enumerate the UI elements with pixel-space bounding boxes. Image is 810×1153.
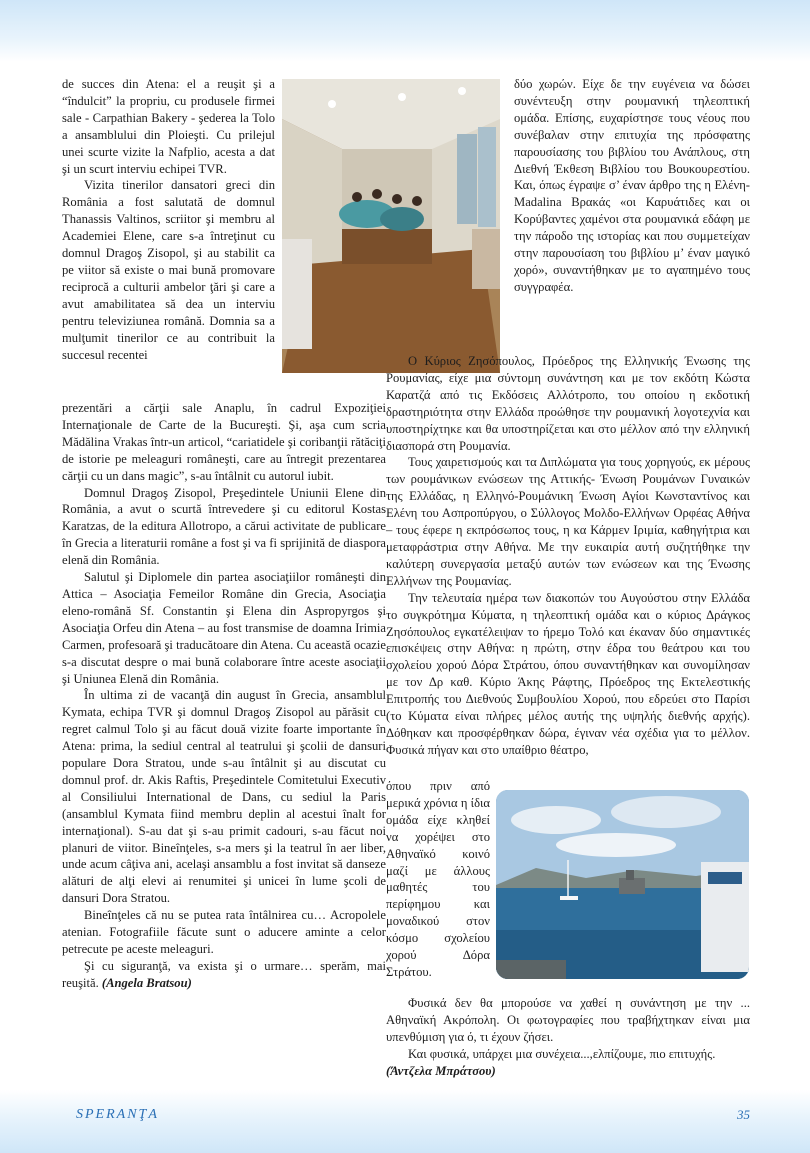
romanian-paragraph-5: În ultima zi de vacanţă din august în Grecia, ansamblul Kymata, echipa TVR şi domnul Dragoş Zisopol au părăsit cu regret calmul Tolo şi au făcut două vizite foarte importante în Atena: prima, la sediul central al teatrului şi şcolii de dansuri populare Dora Stratou, unde s-au întâlnit şi au discutat cu domnul prof. dr. Akis Raftis, Preşedintele Comitetului Executiv al Consiliului International de Dans, cu sediul la Paris (ansamblul Kymata fiind membru deplin al acestui înalt for internaţional). S-au dat şi s-au primit cadouri, s-au făcut noi planuri de viitor. Bineînţeles, s-a mers şi la teatrul în aer liber, unde acum câţiva ani, acelaşi ansamblu a fost invitat să danseze alături de alţi elevi ai renumitei şi unicei în lume şcoli de dansuri Dora Stratou. — [62, 688, 386, 906]
greek-column-narrow — [386, 778, 490, 981]
romanian-signature: (Angela Bratsou) — [101, 975, 192, 990]
romanian-paragraph-4: Salutul şi Diplomele din partea asociaţiilor româneşti din Attica – Asociaţia Femeilor Române din Grecia, Asociaţia eleno-română Sf. Constantin şi Elena din Aspropyrgos şi Asociaţia Orfeu din Atena – au fost transmise de doamna Irimia Carmen, profesoară şi traducătoare din Atena. Cu această ocazie s-a discutat despre o mai bună colaborare între aceste asociaţii şi Uniunea Elenă din România. — [62, 570, 386, 686]
romanian-paragraph-2: Vizita tinerilor dansatori greci din România a fost salutată de domnul Thanassis Valtinos, scriitor şi membru al Academiei Elene, care s-a întreţinut cu domnul Dragoş Zisopol, şi au stabilit ca pe viitor să existe o mai bună promovare reciprocă a culturii ambelor ţări şi care a avut amabilitatea să dea un interviu pentru televiziunea română. Domnia sa a mulţumit tinerilor ce au contribuit la succesul recentei — [62, 178, 275, 362]
dance-hall-photo — [282, 79, 500, 373]
magazine-title: SPERANŢA — [76, 1107, 159, 1122]
sea-fortress-image — [496, 790, 749, 979]
header-band — [0, 0, 810, 62]
greek-paragraph-3: Τους χαιρετισμούς και τα Διπλώματα για τους χορηγούς, εκ μέρους των ρουμάνικων ενώσεων της Αττικής- Ένωση Ρουμάνων Γυναικών της Ελλάδας, η Ελληνό-Ρουμάνικη Ένωση Αγίοι Κωνσταντίνος και Ελένη του Ασπροπύργου, ο Σύλλογος Μολδο-Ελλήνων Ορφέας Αθήνα – τους έφερε η εκπρόσωπος τους, η κα Κάρμεν Ιριμία, καθηγήτρια και μεταφράστρια στην Αθήνα. Με την ευκαιρία αυτή συζητήθηκε την καλύτερη συνεργασία μεταξύ αυτών των ενώσεων και της Ένωσης Ελλήνων της Ρουμανίας. — [386, 455, 750, 588]
greek-paragraph-6: Και φυσικά, υπάρχει μια συνέχεια...,ελπίζουμε, πιο επιτυχής. — [408, 1046, 716, 1061]
greek-paragraph-1: δύο χωρών. Είχε δε την ευγένεια να δώσει συνέντευξη στην ρουμανική τηλεοπτική ομάδα. Επίσης, ευχαρίστησε τους νέους που συνέβαλαν στην επιτυχία της πρόσφατης παρουσίασης του βιβλίου του Ανάπλους, στη Διεθνή Έκθεση Βιβλίου του Βουκουρεστίου. Και, όπως έγραψε σ’ έναν άρθρο της η Ελένη-Madalina Βρακάς «οι Καρυάτιδες και οι Κορύβαντες χαμένοι στα ρουμανικά εδάφη με την πάροδο της ιστορίας και που συμμετείχαν στην παρουσίαση του βιβλίου μ’ έναν μαγικό χορό», συναντήθηκαν με το αγαπημένο τους συγγραφέα. — [514, 77, 750, 294]
dance-hall-image — [282, 79, 500, 373]
sea-fortress-photo — [496, 790, 749, 979]
romanian-column-bottom — [62, 400, 386, 992]
romanian-paragraph-7: Şi cu siguranţă, va exista şi o urmare… sperăm, mai reuşită. — [62, 958, 386, 990]
romanian-paragraph-6: Bineînţeles că nu se putea rata întâlnirea cu… Acropolele atenian. Fotografiile făcute sunt o aducere aminte a celor petrecute pe aceste meleaguri. — [62, 908, 386, 956]
greek-paragraph-4b: όπου πριν από μερικά χρόνια η ίδια ομάδα είχε κληθεί να χορέψει στο Αθηναϊκό κοινό μαζί με άλλους μαθητές του περίφημου και μοναδικού στον κόσμο σχολείου χορού Δόρα Στράτου. — [386, 779, 490, 979]
romanian-paragraph-1: de succes din Atena: el a reuşit şi a “îndulcit” la propriu, cu produsele firmei sale - Carpathian Bakery - şederea la Tolo a ansamblului din Ploieşti. Cu prilejul unei scurte vizite la Nafplio, acesta a dat şi un scurt interviu echipei TVR. — [62, 77, 275, 176]
page-number: 35 — [737, 1107, 750, 1122]
greek-paragraph-4: Την τελευταία ημέρα των διακοπών του Αυγούστου στην Ελλάδα το συγκρότημα Κύματα, η τηλεοπτική ομάδα και ο κύριος Δράγκος Ζησόπουλος εγκατέλειψαν το ήρεμο Τολό και έκαναν δύο σημαντικές επισκέψεις στην Αθήνα: η πρώτη, στην έδρα του θεάτρου και του σχολείου χορού Δόρα Στράτου, όπου συναντήθηκαν και συνομίλησαν με τον Δρ καθ. Κύριο Άκης Ράφτης, Πρόεδρος της Εκτελεστικής Επιτροπής του Διεθνούς Συμβουλίου Χορού, που εδρεύει στο Παρίσι (το Κύματα είναι πλήρες μέλος αυτής της υψηλής διεθνής αρχής). Δόθηκαν και προσφέρθηκαν δώρα, έγιναν νέα σχέδια για το μέλλον. Φυσικά πήγαν και στο υπαίθριο θέατρο, — [386, 590, 750, 757]
romanian-paragraph-2b: prezentări a cărţii sale Anaplu, în cadrul Expoziţiei Internaţionale de Carte de la Bucureşti. Şi, aşa cum scria Mădălina Vrakas într-un articol, “cariatidele şi coribanţii rătăciţi de istorie pe meleaguri româneşti, care au întregit prezentarea cărţii cu un dans magic”, s-au întâlnit cu autorul iubit. — [62, 401, 386, 483]
greek-signature: (Άντζελα Μπράτσου) — [386, 1063, 496, 1078]
romanian-column-top — [62, 76, 275, 363]
greek-paragraph-2: Ο Κύριος Ζησόπουλος, Πρόεδρος της Ελληνικής Ένωσης της Ρουμανίας, είχε μια σύντομη συνάντηση και με τον εκδότη Κώστα Καρατζά από τις Εκδόσεις Αλλότροπο, του οποίου η εκδοτική δραστηριότητα στην Ελλάδα προώθησε την ρουμανική λογοτεχνία και υποστηρίχτηκε και θα υποστηρίζεται και στο μέλλον από την ελληνική διασπορά στη Ρουμανία. — [386, 354, 750, 453]
romanian-paragraph-3: Domnul Dragoş Zisopol, Preşedintele Uniunii Elene din România, a avut o scurtă întrevedere şi cu editorul Kostas Karatzas, de la editura Allotropo, a cărui activitate de publicare în Grecia a literaturii române a fost şi va fi sprijinită de diaspora elenă din România. — [62, 485, 386, 568]
greek-column-main — [386, 353, 750, 759]
greek-column-top — [514, 76, 750, 296]
greek-column-bottom — [386, 995, 750, 1080]
greek-paragraph-5: Φυσικά δεν θα μπορούσε να χαθεί η συνάντηση με την ... Αθηναϊκή Ακρόπολη. Οι φωτογραφίες που τραβήχτηκαν είναι μια υπενθύμιση για ό, τι έχουν ζήσει. — [386, 996, 750, 1044]
